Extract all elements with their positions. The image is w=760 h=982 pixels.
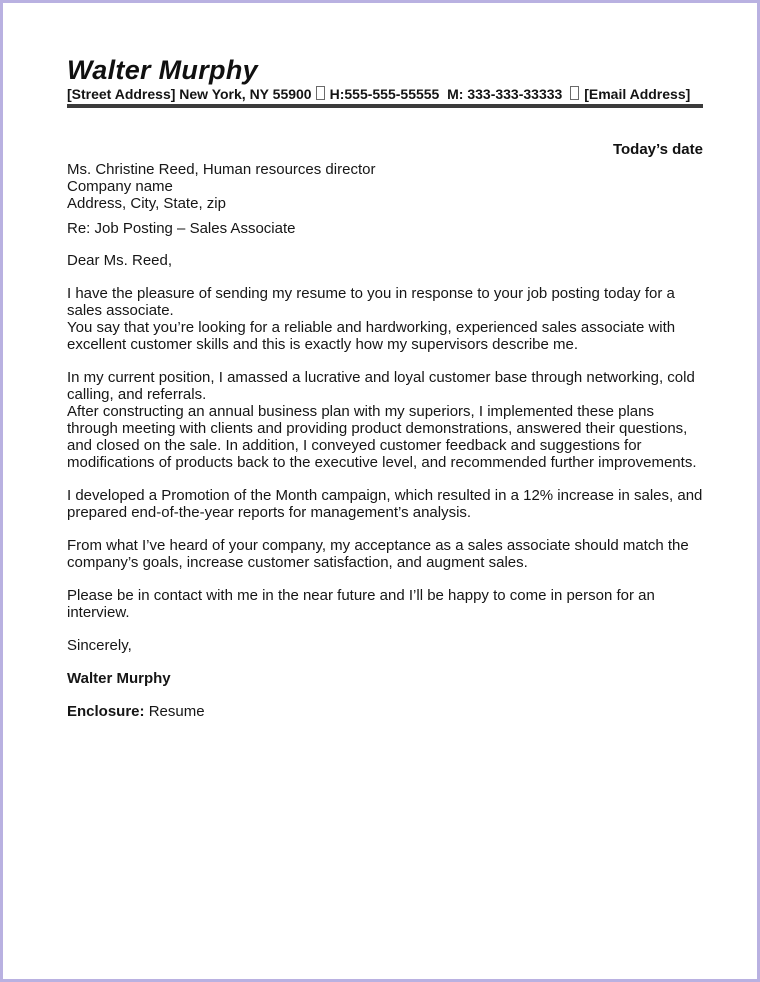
recipient-address: Address, City, State, zip [67, 195, 226, 212]
missing-glyph-icon [316, 86, 325, 100]
recipient-company: Company name [67, 178, 173, 195]
paragraph-text: You say that you’re looking for a reliable and hardworking, experienced sales associate with excellent customer skills and this is exactly how my supervisors describe me. [67, 319, 676, 353]
sender-name: Walter Murphy [67, 55, 258, 85]
enclosure-line [67, 703, 703, 720]
sender-address: [Street Address] New York, NY 55900 [67, 86, 312, 102]
enclosure-value: Resume [148, 703, 205, 720]
paragraph-text: I developed a Promotion of the Month campaign, which resulted in a 12% increase in sales, and prepared end-of-the-year reports for management’s analysis. [67, 487, 703, 521]
recipient-block [67, 161, 703, 212]
paragraph-text: I have the pleasure of sending my resume to you in response to your job posting today for a sales associate. [67, 285, 675, 319]
salutation: Dear Ms. Reed, [67, 252, 173, 269]
paragraph-text: In my current position, I amassed a lucrative and loyal customer base through networking, cold calling, and referrals. [67, 369, 695, 403]
body-paragraph [67, 587, 703, 621]
letter-date: Today’s date [612, 141, 703, 158]
body-paragraph [67, 285, 703, 353]
mobile-phone: M: 333-333-33333 [447, 86, 563, 102]
home-phone: H:555-555-55555 [329, 86, 440, 102]
sender-email: [Email Address] [584, 86, 691, 102]
subject-line: Re: Job Posting – Sales Associate [67, 220, 296, 237]
letter-content [67, 56, 703, 720]
body-paragraph [67, 487, 703, 521]
paragraph-text: After constructing an annual business plan with my superiors, I implemented these plans through meeting with clients and providing product demonstrations, answered their questions, and closed on the sale. In addition, I conveyed customer feedback and suggestions for modifications of products back to the executive level, and recommended further improvements. [67, 403, 697, 471]
paragraph-text: From what I’ve heard of your company, my acceptance as a sales associate should match the company’s goals, increase customer satisfaction, and augment sales. [67, 537, 689, 571]
body-paragraph [67, 369, 703, 471]
paragraph-text: Please be in contact with me in the near future and I’ll be happy to come in person for an interview. [67, 587, 655, 621]
body-paragraph [67, 537, 703, 571]
closing: Sincerely, [67, 637, 132, 654]
missing-glyph-icon [570, 86, 579, 100]
recipient-name-title: Ms. Christine Reed, Human resources director [67, 161, 376, 178]
header-divider [67, 104, 703, 108]
enclosure-label: Enclosure: [67, 703, 145, 720]
contact-line [67, 86, 703, 103]
signature-name: Walter Murphy [67, 670, 171, 687]
